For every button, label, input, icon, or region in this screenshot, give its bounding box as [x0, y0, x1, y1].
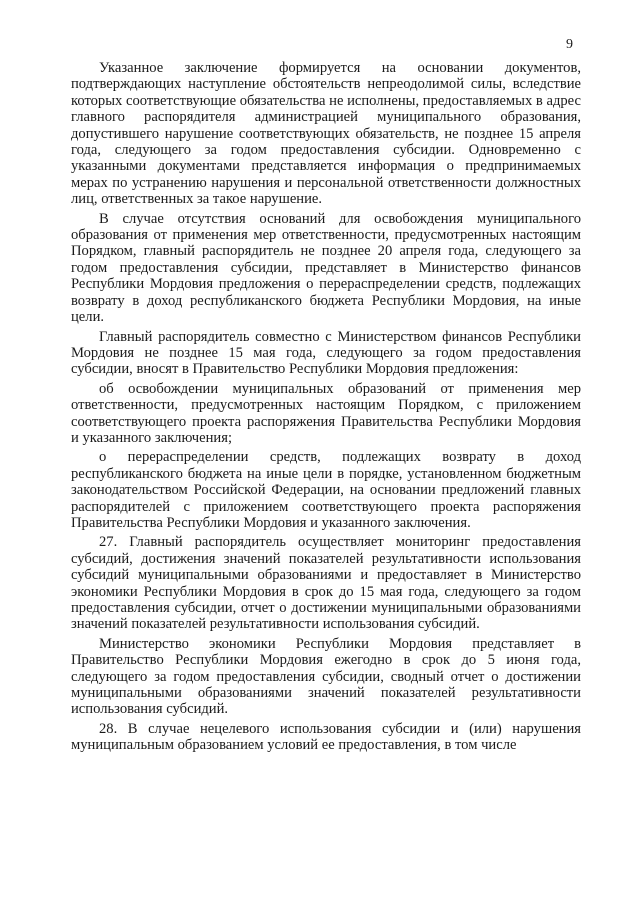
paragraph-conclusion-basis: Указанное заключение формируется на основании документов, подтверждающих наступление обстоятельств непреодолимой силы, вследствие которых соответствующие обязательства не исполнены, предоставляемых в адрес главного распорядителя администрацией муниципального образования, допустившего нарушение соответствующих обязательств, не позднее 15 апреля года, следующего за годом предоставления субсидии. Одновременно с указанными документами представляется информация о предпринимаемых мерах по устранению нарушения и персональной ответственности должностных лиц, ответственных за такое нарушение.: [71, 60, 581, 208]
page-number: 9: [566, 37, 573, 52]
paragraph-release-from-liability: об освобождении муниципальных образований от применения мер ответственности, предусмотренных настоящим Порядком, с приложением соответствующего проекта распоряжения Правительства Республики Мордовия и указанного заключения;: [71, 380, 581, 446]
document-body: [71, 60, 581, 754]
paragraph-joint-proposals: Главный распорядитель совместно с Министерством финансов Республики Мордовия не позднее 15 мая года, следующего за годом предоставления субсидии, вносят в Правительство Республики Мордовия предложения:: [71, 328, 581, 378]
paragraph-no-grounds-for-release: В случае отсутствия оснований для освобождения муниципального образования от применения мер ответственности, предусмотренных настоящим Порядком, главный распорядитель не позднее 20 апреля года, следующего за годом предоставления субсидии, представляет в Министерство финансов Республики Мордовия предложения о перераспределении средств, подлежащих возврату в доход республиканского бюджета Республики Мордовия, на иные цели.: [71, 210, 581, 326]
paragraph-item-28-misuse: 28. В случае нецелевого использования субсидии и (или) нарушения муниципальным образованием условий ее предоставления, в том числе: [71, 720, 581, 754]
paragraph-item-27-monitoring: 27. Главный распорядитель осуществляет мониторинг предоставления субсидий, достижения значений показателей результативности использования субсидий муниципальными образованиями и предоставляет в Министерство экономики Республики Мордовия в срок до 15 мая года, следующего за годом предоставления субсидии, отчет о достижении муниципальными образованиями значений показателей результативности использования субсидий.: [71, 534, 581, 633]
paragraph-summary-report: Министерство экономики Республики Мордовия представляет в Правительство Республики Мордовия ежегодно в срок до 5 июня года, следующего за годом предоставления субсидии, сводный отчет о достижении муниципальными образованиями значений показателей результативности использования субсидий.: [71, 635, 581, 718]
paragraph-redistribution-of-funds: о перераспределении средств, подлежащих возврату в доход республиканского бюджета на иные цели в порядке, установленном бюджетным законодательством Российской Федерации, на основании предложений главных распорядителей с приложением соответствующего проекта распоряжения Правительства Республики Мордовия и указанного заключения.: [71, 449, 581, 531]
